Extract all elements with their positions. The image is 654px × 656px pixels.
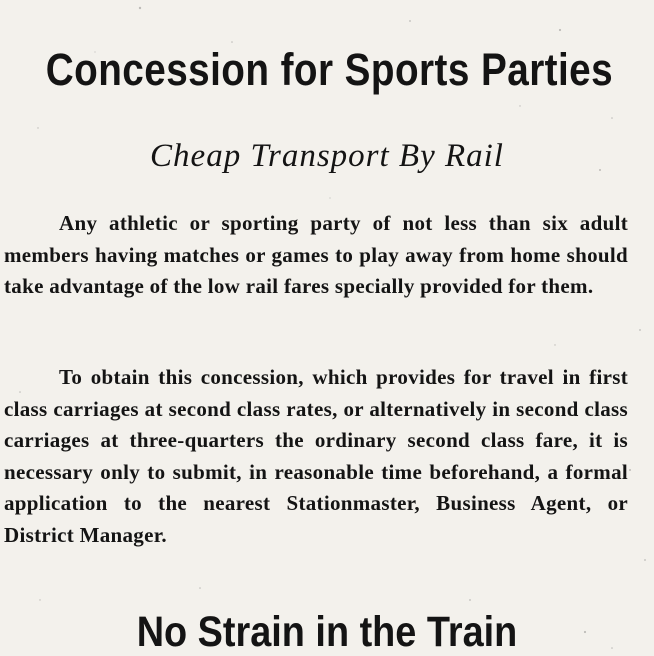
article-headline: Concession for Sports Parties	[45, 44, 614, 95]
article-subheadline: Cheap Transport By Rail	[150, 138, 504, 174]
article-paragraph-2: To obtain this concession, which provides for travel in first class carriages at second class rates, or alternatively in second class carriages at three-quarters the ordinary second class fare, it is necessary only to submit, in reasonable time beforehand, a formal application to the nearest Stationmaster, Business Agent, or District Manager.	[4, 365, 628, 547]
article-paragraph-1: Any athletic or sporting party of not less than six adult members having matches or games to play away from home should take advantage of the low rail fares specially provided for them.	[4, 211, 628, 298]
next-article-headline: No Strain in the Train	[136, 608, 518, 656]
